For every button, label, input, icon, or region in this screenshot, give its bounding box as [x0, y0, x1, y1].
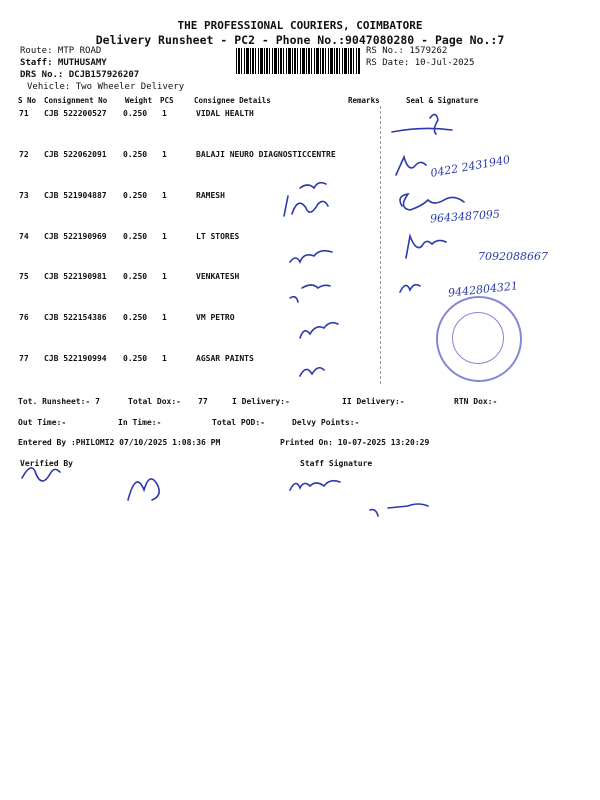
total-dox-label: Total Dox:- [128, 397, 181, 406]
cell-consignee: BALAJI NEURO DIAGNOSTICCENTRE [196, 150, 336, 159]
cell-sno: 73 [19, 191, 29, 200]
cell-pcs: 1 [162, 232, 167, 241]
col-pcs: PCS [160, 96, 174, 105]
rs-date: RS Date: 10-Jul-2025 [366, 58, 475, 68]
cell-pcs: 1 [162, 354, 167, 363]
remark-73 [284, 196, 328, 216]
i-delivery: I Delivery:- [232, 397, 290, 406]
total-pod: Total POD:- [212, 418, 265, 427]
cell-sno: 77 [19, 354, 29, 363]
verified-signature-2 [128, 479, 159, 500]
cell-weight: 0.250 [123, 150, 148, 159]
staff-signature-label: Staff Signature [300, 459, 373, 468]
verified-by-label: Verified By [20, 459, 73, 468]
drs-number: DRS No.: DCJB157926207 [20, 70, 140, 80]
col-seal: Seal & Signature [406, 96, 479, 105]
cell-weight: 0.250 [123, 232, 148, 241]
signature-75 [400, 285, 420, 292]
route-label: Route: MTP ROAD [20, 46, 102, 56]
total-runsheet: Tot. Runsheet:- 7 [18, 397, 100, 406]
cell-sno: 72 [19, 150, 29, 159]
cell-sno: 75 [19, 272, 29, 281]
cell-consignment: CJB 522190981 [44, 272, 107, 281]
entered-by: Entered By :PHILOMI2 07/10/2025 1:08:36 PM [18, 438, 221, 447]
remark-77 [300, 368, 324, 376]
cell-consignment: CJB 522190969 [44, 232, 107, 241]
cell-sno: 76 [19, 313, 29, 322]
cell-consignee: RAMESH [196, 191, 225, 200]
signature-71 [392, 114, 452, 134]
company-title: THE PROFESSIONAL COURIERS, COIMBATORE [177, 19, 423, 32]
total-dox-value: 77 [198, 397, 208, 406]
verified-signature [22, 468, 60, 481]
handwritten-phone-73: 9643487095 [429, 207, 501, 226]
cell-pcs: 1 [162, 272, 167, 281]
cell-consignment: CJB 522190994 [44, 354, 107, 363]
cell-pcs: 1 [162, 313, 167, 322]
cell-sno: 71 [19, 109, 29, 118]
remark-76 [300, 323, 338, 338]
cell-consignment: CJB 522200527 [44, 109, 107, 118]
cell-consignment: CJB 522154386 [44, 313, 107, 322]
col-consignee: Consignee Details [194, 96, 271, 105]
signature-74 [406, 236, 446, 258]
remark-72 [300, 183, 326, 188]
cell-weight: 0.250 [123, 313, 148, 322]
cell-consignee: VM PETRO [196, 313, 235, 322]
cell-consignee: LT STORES [196, 232, 240, 241]
cell-weight: 0.250 [123, 272, 148, 281]
signature-73 [400, 194, 464, 210]
cell-consignment: CJB 522062091 [44, 150, 107, 159]
staff-signature-mark [370, 504, 428, 516]
remark-75 [290, 285, 330, 302]
vehicle-label: Vehicle: Two Wheeler Delivery [27, 82, 185, 92]
runsheet-title: Delivery Runsheet - PC2 - Phone No.:9047080280 - Page No.:7 [95, 33, 505, 47]
handwritten-phone-75: 9442804321 [447, 279, 519, 300]
cell-pcs: 1 [162, 150, 167, 159]
handwritten-phone-74: 7092088667 [478, 250, 548, 263]
cell-weight: 0.250 [123, 354, 148, 363]
delvy-points: Delvy Points:- [292, 418, 360, 427]
cell-consignee: AGSAR PAINTS [196, 354, 254, 363]
col-remarks: Remarks [348, 96, 380, 105]
cell-weight: 0.250 [123, 191, 148, 200]
in-time: In Time:- [118, 418, 162, 427]
cell-pcs: 1 [162, 109, 167, 118]
rtn-dox: RTN Dox:- [454, 397, 498, 406]
printed-on: Printed On: 10-07-2025 13:20:29 [280, 438, 430, 447]
staff-signature-ink [290, 481, 340, 490]
handwritten-phone-72: 0422 2431940 [429, 153, 512, 180]
col-sno: S No [18, 96, 37, 105]
cell-pcs: 1 [162, 191, 167, 200]
signature-72 [396, 157, 426, 175]
col-consignment: Consignment No [44, 96, 108, 105]
out-time: Out Time:- [18, 418, 67, 427]
cell-consignee: VIDAL HEALTH [196, 109, 254, 118]
cell-consignee: VENKATESH [196, 272, 240, 281]
remark-74 [290, 251, 332, 262]
rs-number: RS No.: 1579262 [366, 46, 448, 56]
cell-consignment: CJB 521904887 [44, 191, 107, 200]
col-weight: Weight [125, 96, 153, 105]
cell-weight: 0.250 [123, 109, 148, 118]
cell-sno: 74 [19, 232, 29, 241]
staff-label: Staff: MUTHUSAMY [20, 58, 107, 68]
ii-delivery: II Delivery:- [342, 397, 405, 406]
